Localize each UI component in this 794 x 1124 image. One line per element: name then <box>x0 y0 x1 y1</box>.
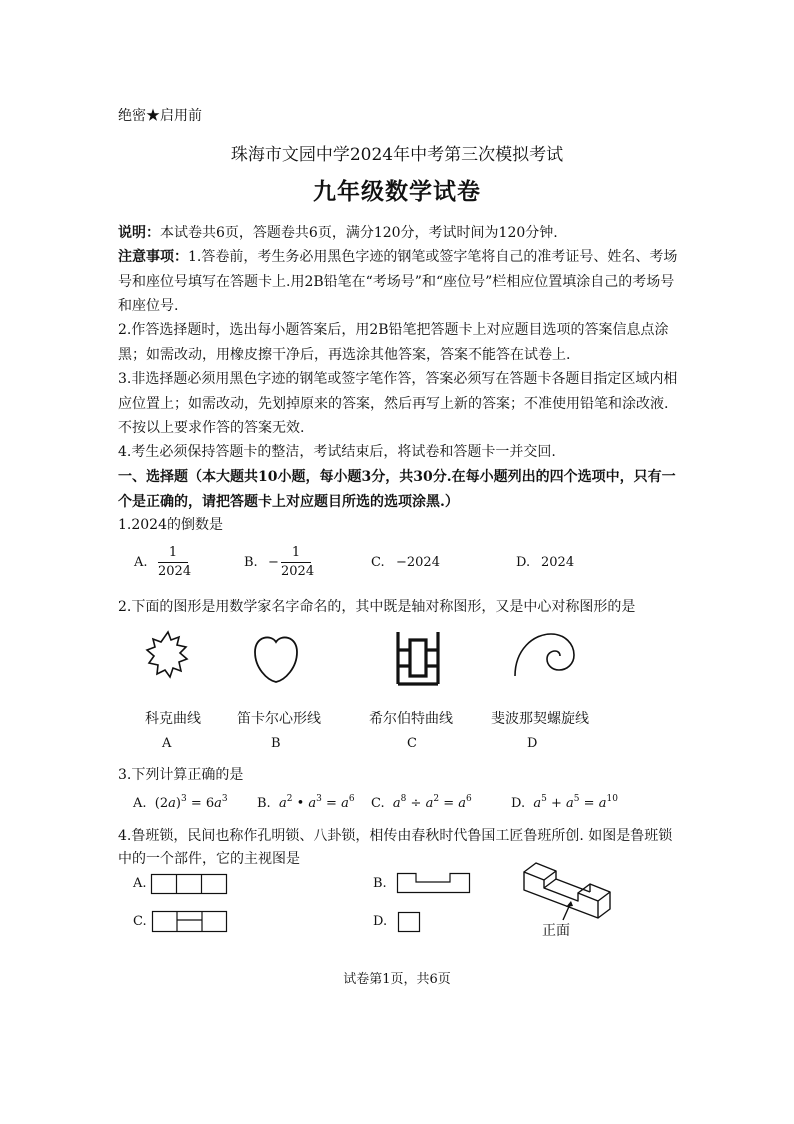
luban-lock-part-figure <box>520 850 616 920</box>
q1-option-d-text: 2024 <box>541 555 575 570</box>
q3-option-b-label: B. <box>257 796 271 811</box>
q4-front-label: 正面 <box>542 923 570 939</box>
q1-option-c-label: C. <box>371 555 385 570</box>
q2-option-d-name: 斐波那契螺旋线 <box>491 711 589 727</box>
q1-option-a-fraction <box>158 545 192 580</box>
cardioid-icon <box>251 632 301 687</box>
q3-option-d: D. $a^5 + a^5 = a^{10}$ <box>511 794 618 811</box>
fraction-bar <box>158 562 188 563</box>
q4-stem-line-2: 中的一个部件，它的主视图是 <box>118 851 300 867</box>
page-title: 九年级数学试卷 <box>313 178 481 205</box>
q2-option-c-name: 希尔伯特曲线 <box>369 711 453 727</box>
q1-option-b-label: B. <box>244 555 258 570</box>
secret-label: 绝密★启用前 <box>118 108 202 124</box>
school-title: 珠海市文园中学2024年中考第三次模拟考试 <box>230 145 564 165</box>
q4-option-c-label: C. <box>133 914 147 929</box>
q1-a-denominator: 2024 <box>158 564 192 579</box>
q4-option-d-figure <box>398 912 420 932</box>
page-footer: 试卷第1页，共6页 <box>343 972 451 987</box>
note-1: 1.答卷前，考生务必用黑色字迹的钢笔或签字笔将自己的准考证号、姓名、考场号和座位号填写在答题卡上.用2B铅笔在“考场号”和“座位号”栏相应位置填涂自己的考场号和座位号. <box>118 249 678 314</box>
note-3: 3.非选择题必须用黑色字迹的钢笔或签字笔作答，答案必须写在答题卡各题目指定区域内相应位置上；如需改动，先划掉原来的答案，然后再写上新的答案；不准使用铅笔和涂改液.不按以上要求作答的答案无效. <box>118 371 678 436</box>
q1-stem: 1.2024的倒数是 <box>118 517 223 533</box>
description-line <box>118 221 680 246</box>
q4-option-c-figure <box>152 911 227 932</box>
q1-b-sign: − <box>268 555 279 570</box>
q1-option-b-fraction <box>281 545 315 580</box>
q1-a-numerator: 1 <box>168 545 178 560</box>
q1-option-d-label: D. <box>516 555 531 570</box>
q2-option-c-letter: C <box>407 736 417 751</box>
q3-option-c-label: C. <box>371 796 385 811</box>
q3-option-c: C. $a^8 \div a^2 = a^6$ <box>371 794 472 811</box>
q3-stem: 3.下列计算正确的是 <box>118 767 244 783</box>
fibonacci-spiral-icon <box>511 630 577 680</box>
q2-option-b-name: 笛卡尔心形线 <box>237 711 321 727</box>
q1-option-a-label: A. <box>134 555 148 570</box>
description-text: 本试卷共6页，答题卷共6页，满分120分，考试时间为120分钟. <box>160 225 558 241</box>
q2-stem: 2.下面的图形是用数学家名字命名的，其中既是轴对称图形，又是中心对称图形的是 <box>118 599 636 615</box>
q4-option-b-figure <box>397 873 470 893</box>
q3-option-a-label: A. <box>133 796 147 811</box>
notes-label: 注意事项： <box>118 249 188 265</box>
fraction-bar <box>281 562 311 563</box>
q2-option-a-letter: A <box>162 736 172 751</box>
description-label: 说明： <box>118 225 160 241</box>
q1-option-c-text: −2024 <box>396 555 440 570</box>
q4-option-d-label: D. <box>373 914 388 929</box>
notes-block <box>118 245 680 319</box>
koch-snowflake-icon <box>143 630 193 685</box>
q1-b-numerator: 1 <box>291 545 301 560</box>
q2-option-b-letter: B <box>271 736 281 751</box>
section-heading: 一、选择题（本大题共10小题，每小题3分，共30分.在每小题列出的四个选项中，只有一个是正确的，请把答题卡上对应题目所选的选项涂黑.） <box>118 469 676 510</box>
q2-option-d-letter: D <box>527 736 538 751</box>
q4-stem-line-1: 4.鲁班锁，民间也称作孔明锁、八卦锁，相传由春秋时代鲁国工匠鲁班所创. 如图是鲁班锁 <box>118 828 673 844</box>
q2-option-a-name: 科克曲线 <box>145 711 201 727</box>
q3-option-d-label: D. <box>511 796 526 811</box>
q3-option-a: A. $(2a)^3 = 6a^3$ <box>133 794 228 811</box>
q4-option-a-figure <box>151 874 227 894</box>
q4-option-b-label: B. <box>373 876 387 891</box>
q3-option-b: B. $a^2$ • $a^3 = a^6$ <box>257 794 355 811</box>
hilbert-curve-icon <box>395 632 441 684</box>
note-4: 4.考生必须保持答题卡的整洁，考试结束后，将试卷和答题卡一并交回. <box>118 444 556 460</box>
q4-option-a-label: A. <box>133 876 147 891</box>
q1-b-denominator: 2024 <box>281 564 315 579</box>
note-2: 2.作答选择题时，选出每小题答案后，用2B铅笔把答题卡上对应题目选项的答案信息点涂黑；如需改动，用橡皮擦干净后，再选涂其他答案，答案不能答在试卷上. <box>118 322 669 363</box>
